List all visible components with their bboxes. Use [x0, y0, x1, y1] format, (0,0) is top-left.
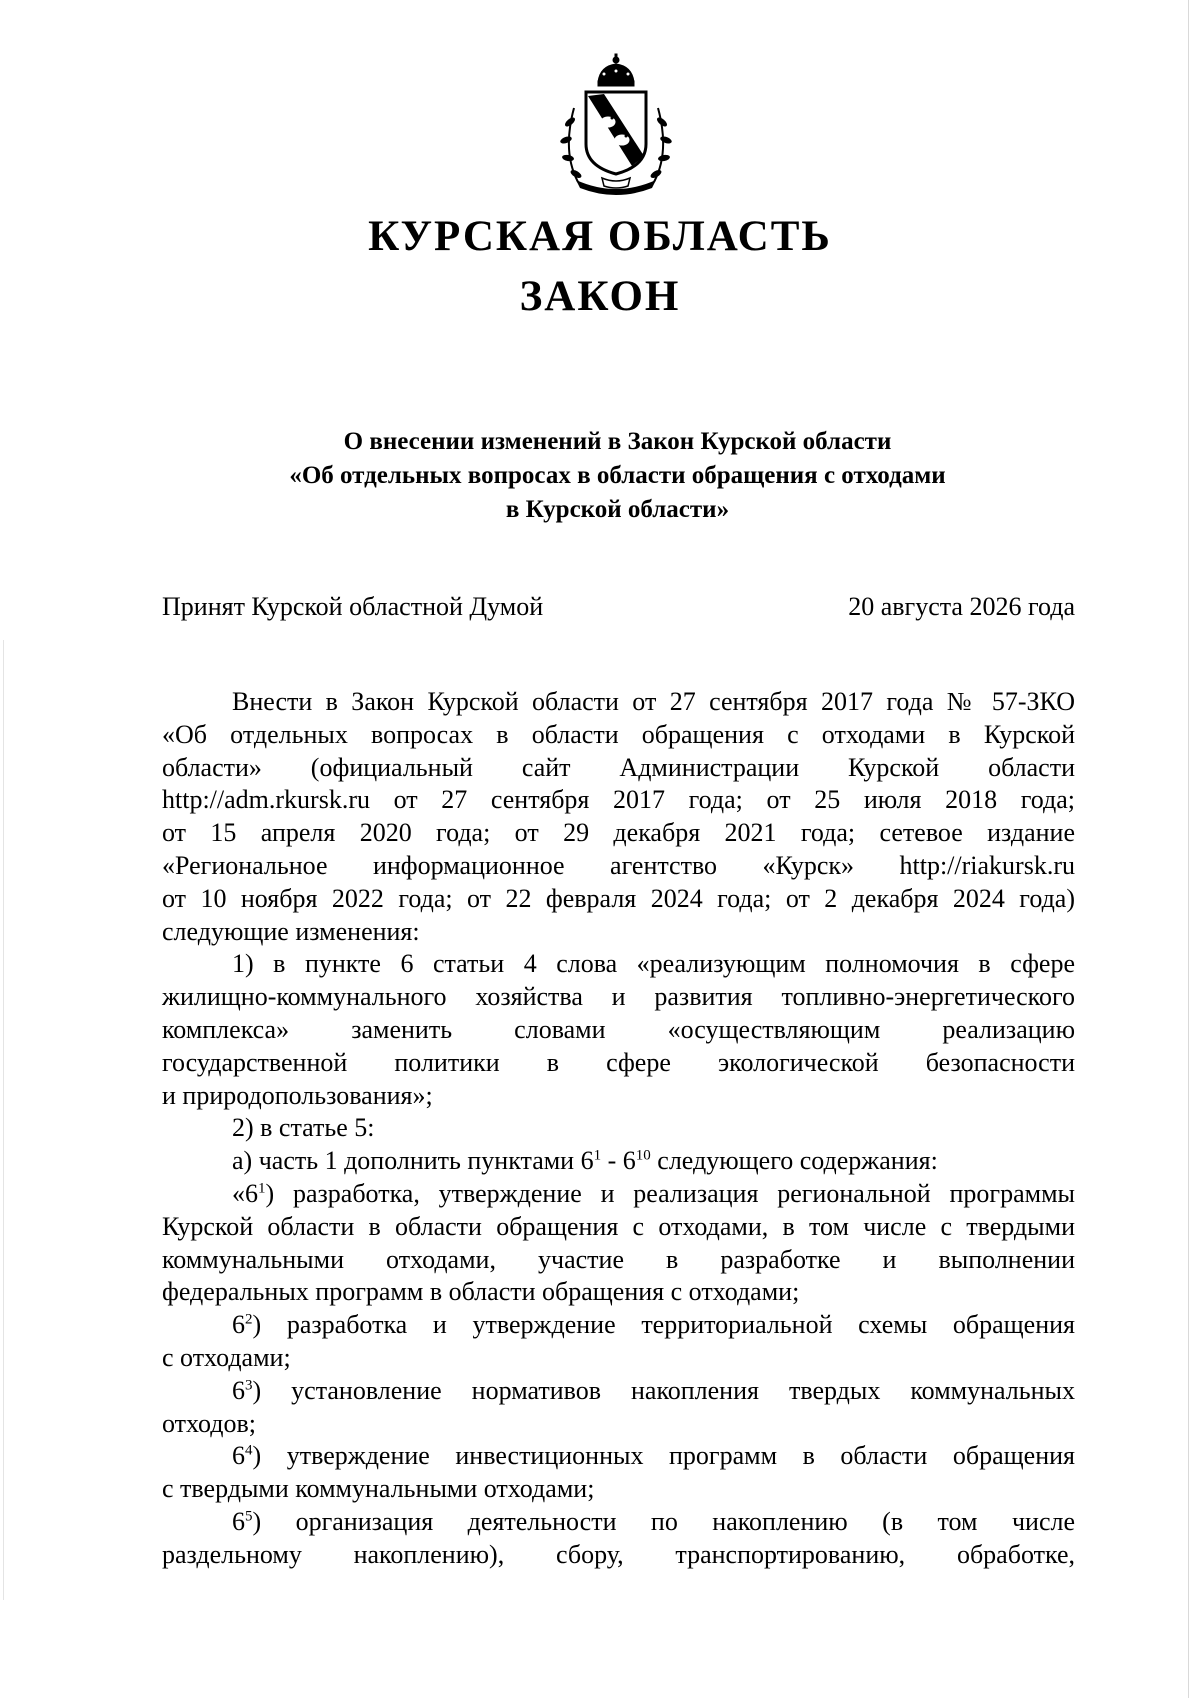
adoption-date: 20 августа 2026 года	[848, 592, 1075, 621]
body-line: с твердыми коммунальными отходами;	[162, 1474, 595, 1504]
body-text-fragment: 6	[232, 1506, 245, 1536]
body-line: государственной политики в сфере экологической безопасности	[162, 1047, 1075, 1077]
superscript: 2	[245, 1311, 253, 1328]
body-line: от 10 ноября 2022 года; от 22 февраля 2024 года; от 2 декабря 2024 года)	[162, 883, 1075, 913]
document-type-heading: ЗАКОН	[519, 273, 681, 320]
body-line	[162, 1309, 1075, 1342]
law-title-line: в Курской области»	[505, 496, 730, 523]
body-line	[162, 1145, 1075, 1178]
body-text-fragment: 6	[232, 1375, 245, 1405]
body-line	[162, 1506, 1075, 1539]
body-line: коммунальными отходами, участие в разработке и выполнении	[162, 1244, 1075, 1274]
region-heading: КУРСКАЯ ОБЛАСТЬ	[368, 213, 832, 260]
body-line: http://adm.rkursk.ru от 27 сентября 2017 года; от 25 июля 2018 года;	[162, 785, 1075, 815]
body-line: с отходами;	[162, 1342, 291, 1372]
body-text-fragment: ) разработка, утверждение и реализация региональной программы	[265, 1178, 1075, 1208]
document-body	[162, 686, 1075, 1572]
body-line	[162, 1440, 1075, 1473]
adopted-by: Принят Курской областной Думой	[162, 592, 544, 621]
body-line: области» (официальный сайт Администрации Курской области	[162, 752, 1075, 782]
body-line: раздельному накоплению), сбору, транспортированию, обработке,	[162, 1539, 1075, 1569]
body-line	[162, 1178, 1075, 1211]
body-text-fragment: следующего содержания:	[650, 1146, 938, 1176]
body-text-fragment: ) установление нормативов накопления твердых коммунальных	[252, 1375, 1075, 1405]
body-line: комплекса» заменить словами «осуществляющим реализацию	[162, 1014, 1075, 1044]
body-line: следующие изменения:	[162, 916, 420, 946]
body-text-fragment: ) утверждение инвестиционных программ в области обращения	[252, 1441, 1075, 1471]
coat-of-arms-emblem	[548, 52, 684, 198]
body-text-fragment: 6	[232, 1441, 245, 1471]
law-title	[160, 425, 1075, 527]
body-text-fragment: «6	[232, 1178, 258, 1208]
law-title-line: О внесении изменений в Закон Курской области	[343, 428, 892, 455]
superscript: 1	[258, 1180, 266, 1197]
body-line: 1) в пункте 6 статьи 4 слова «реализующим полномочия в сфере	[232, 949, 1075, 979]
body-text-fragment: ) организация деятельности по накоплению (в том числе	[252, 1506, 1075, 1536]
law-title-line: «Об отдельных вопросах в области обращения с отходами	[289, 462, 946, 489]
superscript: 4	[245, 1442, 253, 1459]
body-text-fragment: - 6	[601, 1146, 636, 1176]
superscript: 5	[245, 1508, 253, 1525]
body-line: и природопользования»;	[162, 1080, 433, 1110]
body-line: «Об отдельных вопросах в области обращения с отходами в Курской	[162, 719, 1075, 749]
superscript: 10	[635, 1147, 651, 1164]
superscript: 3	[245, 1377, 253, 1394]
body-line: «Региональное информационное агентство «Курск» http://riakursk.ru	[162, 850, 1075, 880]
body-line: Курской области в области обращения с отходами, в том числе с твердыми	[162, 1211, 1075, 1241]
body-line: отходов;	[162, 1408, 257, 1438]
body-text-fragment: 6	[232, 1310, 245, 1340]
superscript: 1	[593, 1147, 602, 1164]
body-text-fragment: а) часть 1 дополнить пунктами 6	[232, 1146, 594, 1176]
body-line: Внести в Закон Курской области от 27 сентября 2017 года № 57-ЗКО	[232, 687, 1075, 716]
body-line: от 15 апреля 2020 года; от 29 декабря 2021 года; сетевое издание	[162, 818, 1075, 848]
body-line: федеральных программ в области обращения с отходами;	[162, 1277, 800, 1307]
body-line: 2) в статье 5:	[232, 1113, 375, 1143]
body-line: жилищно-коммунального хозяйства и развития топливно-энергетического	[162, 982, 1075, 1012]
scan-edge-line	[3, 640, 4, 1600]
body-line	[162, 1375, 1075, 1408]
body-text-fragment: ) разработка и утверждение территориальной схемы обращения	[252, 1310, 1075, 1340]
